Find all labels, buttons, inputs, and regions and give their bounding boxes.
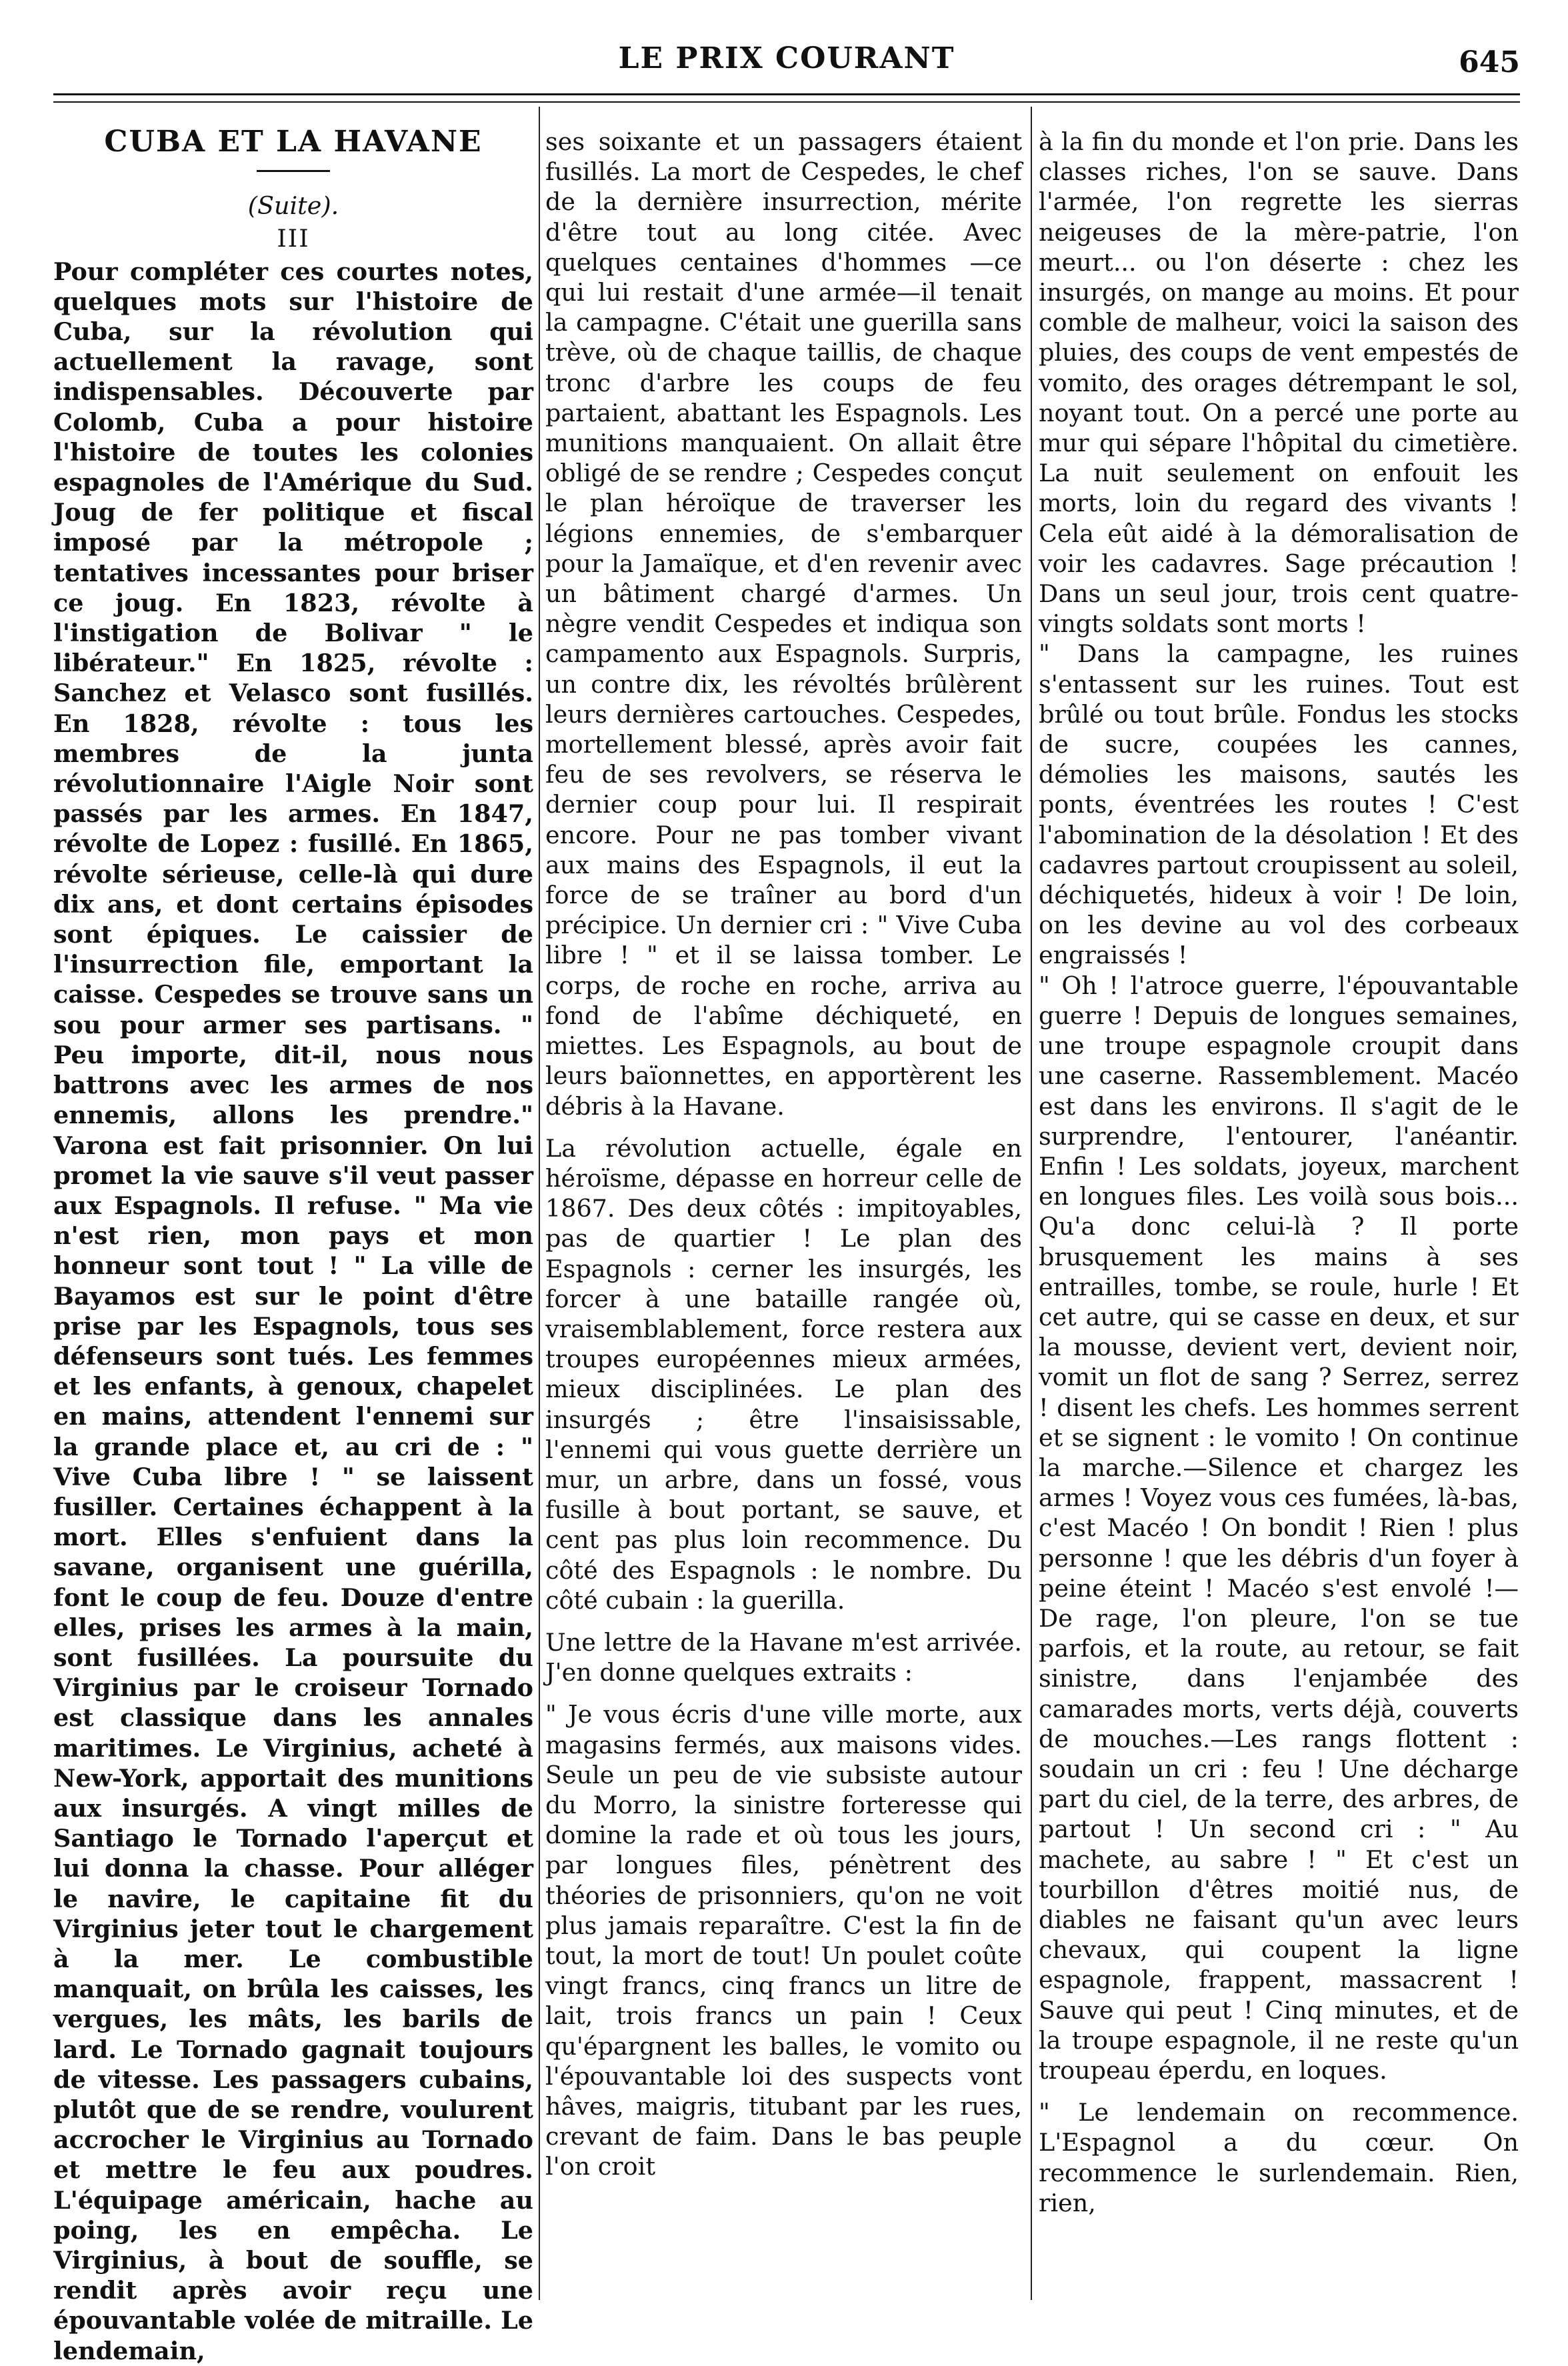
column-3	[1039, 127, 1519, 2307]
column-divider-1	[539, 107, 540, 2300]
running-title: LE PRIX COURANT	[618, 41, 955, 75]
title-rule	[257, 170, 330, 172]
column-2	[545, 127, 1022, 2307]
header-rule	[53, 93, 1520, 95]
paragraph: Pour compléter ces courtes notes, quelques mots sur l'histoire de Cuba, sur la révolution qui actuellement la ravage, sont indispensables. Découverte par Colomb, Cuba a pour histoire l'histoire de toutes les colonies espagnoles de l'Amérique du Sud. Joug de fer politique et fiscal imposé par la métropole ; tentatives incessantes pour briser ce joug. En 1823, révolte à l'instigation de Bolivar " le libérateur." En 1825, révolte : Sanchez et Velasco sont fusillés. En 1828, révolte : tous les membres de la junta révolutionnaire l'Aigle Noir sont passés par les armes. En 1847, révolte de Lopez : fusillé. En 1865, révolte sérieuse, celle-là qui dure dix ans, et dont certains épisodes sont épiques. Le caissier de l'insurrection file, emportant la caisse. Cespedes se trouve sans un sou pour armer ses partisans. " Peu importe, dit-il, nous nous battrons avec les armes de nos ennemis, allons les prendre." Varona est fait prisonnier. On lui promet la vie sauve s'il veut passer aux Espagnols. Il refuse. " Ma vie n'est rien, mon pays et mon honneur sont tout ! " La ville de Bayamos est sur le point d'être prise par les Espagnols, tous ses défenseurs sont tués. Les femmes et les enfants, à genoux, chapelet en mains, attendent l'ennemi sur la grande place et, au cri de : " Vive Cuba libre ! " se laissent fusiller. Certaines échappent à la mort. Elles s'enfuient dans la savane, organisent une guérilla, font le coup de feu. Douze d'entre elles, prises les armes à la main, sont fusillées. La poursuite du Virginius par le croiseur Tornado est classique dans les annales maritimes. Le Virginius, acheté à New-York, apportait des munitions aux insurgés. A vingt milles de Santiago le Tornado l'aperçut et lui donna la chasse. Pour alléger le navire, le capitaine fit du Virginius jeter tout le chargement à la mer. Le combustible manquait, on brûla les caisses, les vergues, les mâts, les barils de lard. Le Tornado gagnait toujours de vitesse. Les passagers cubains, plutôt que de se rendre, voulurent accrocher le Virginius au Tornado et mettre le feu aux poudres. L'équipage américain, hache au poing, les en empêcha. Le Virginius, à bout de souffle, se rendit après avoir reçu une épouvantable volée de mitraille. Le lendemain,	[53, 257, 533, 2365]
paragraph: Une lettre de la Havane m'est arrivée. J'en donne quelques extraits :	[545, 1627, 1022, 1687]
paragraph: ses soixante et un passagers étaient fusillés. La mort de Cespedes, le chef de la dernière insurrection, mérite d'être tout au long citée. Avec quelques centaines d'hommes —ce qui lui restait d'une armée—il tenait la campagne. C'était une guerilla sans trève, où de chaque taillis, de chaque tronc d'arbre les coups de feu partaient, abattant les Espagnols. Les munitions manquaient. On allait être obligé de se rendre ; Cespedes conçut le plan héroïque de traverser les légions ennemies, de s'embarquer pour la Jamaïque, et d'en revenir avec un bâtiment chargé d'armes. Un nègre vendit Cespedes et indiqua son campamento aux Espagnols. Surpris, un contre dix, les révoltés brûlèrent leurs dernières cartouches. Cespedes, mortellement blessé, après avoir fait feu de ses revolvers, se réserva le dernier coup pour lui. Il respirait encore. Pour ne pas tomber vivant aux mains des Espagnols, il eut la force de se traîner au bord d'un précipice. Un dernier cri : " Vive Cuba libre ! " et il se laissa tomber. Le corps, de roche en roche, arriva au fond de l'abîme déchiqueté, en miettes. Les Espagnols, au bout de leurs baïonnettes, en apportèrent les débris à la Havane.	[545, 127, 1022, 1121]
page-number: 645	[1459, 45, 1520, 79]
paragraph: " Dans la campagne, les ruines s'entassent sur les ruines. Tout est brûlé ou tout brûle. Fondus les stocks de sucre, coupées les cannes, démolies les maisons, sautés les ponts, éventrées les routes ! C'est l'abomination de la désolation ! Et des cadavres partout croupissent au soleil, déchiquetés, hideux à voir ! De loin, on les devine au vol des corbeaux engraissés !	[1039, 639, 1519, 970]
paragraph: " Le lendemain on recommence. L'Espagnol a du cœur. On recommence le surlendemain. Rien, rien,	[1039, 2098, 1519, 2217]
paragraph: " Je vous écris d'une ville morte, aux magasins fermés, aux maisons vides. Seule un peu de vie subsiste autour du Morro, la sinistre forteresse qui domine la rade et où tous les jours, par longues files, pénètrent des théories de prisonniers, qu'on ne voit plus jamais reparaître. C'est la fin de tout, la mort de tout! Un poulet coûte vingt francs, cinq francs un litre de lait, trois francs un pain ! Ceux qu'épargnent les balles, le vomito ou l'épouvantable loi des suspects vont hâves, maigris, titubant par les rues, crevant de faim. Dans le bas peuple l'on croit	[545, 1700, 1022, 2181]
column-1	[53, 125, 533, 2365]
paragraph: " Oh ! l'atroce guerre, l'épouvantable guerre ! Depuis de longues semaines, une troupe espagnole croupit dans une caserne. Rassemblement. Macéo est dans les environs. Il s'agit de le surprendre, l'entourer, l'anéantir. Enfin ! Les soldats, joyeux, marchent en longues files. Les voilà sous bois... Qu'a donc celui-là ? Il porte brusquement les mains à ses entrailles, tombe, se roule, hurle ! Et cet autre, qui se casse en deux, et sur la mousse, devient vert, devient noir, vomit un flot de sang ? Serrez, serrez ! disent les chefs. Les hommes serrent et se signent : le vomito ! On continue la marche.—Silence et chargez les armes ! Voyez vous ces fumées, là-bas, c'est Macéo ! On bondit ! Rien ! plus personne ! que les débris d'un foyer à peine éteint ! Macéo s'est envolé !—De rage, l'on pleure, l'on se tue parfois, et la route, au retour, se fait sinistre, dans l'enjambée des camarades morts, verts déjà, couverts de mouches.—Les rangs flottent : soudain un cri : feu ! Une décharge part du ciel, de la terre, des arbres, de partout ! Un second cri : " Au machete, au sabre ! " Et c'est un tourbillon d'êtres moitié nus, de diables ne faisant qu'un avec leurs chevaux, qui coupent la ligne espagnole, frappent, massacrent ! Sauve qui peut ! Cinq minutes, et de la troupe espagnole, il ne reste qu'un troupeau éperdu, en loques.	[1039, 971, 1519, 2085]
article-title: CUBA ET LA HAVANE	[104, 125, 483, 159]
section-number: III	[277, 224, 310, 253]
paragraph: à la fin du monde et l'on prie. Dans les classes riches, l'on se sauve. Dans l'armée, l'on regrette les sierras neigeuses de la mère-patrie, l'on meurt... ou l'on déserte : chez les insurgés, on mange au moins. Et pour comble de malheur, voici la saison des pluies, des coups de vent empestés de vomito, des orages détrempant le sol, noyant tout. On a percé une porte au mur qui sépare l'hôpital du cimetière. La nuit seulement on enfouit les morts, loin du regard des vivants ! Cela eût aidé à la démoralisation de voir les cadavres. Sage précaution ! Dans un seul jour, trois cent quatre-vingts soldats sont morts !	[1039, 127, 1519, 639]
column-divider-2	[1031, 107, 1032, 2300]
header-rule-secondary	[53, 101, 1520, 103]
paragraph: La révolution actuelle, égale en héroïsme, dépasse en horreur celle de 1867. Des deux côtés : impitoyables, pas de quartier ! Le plan des Espagnols : cerner les insurgés, les forcer à une bataille rangée où, vraisemblablement, force restera aux troupes européennes mieux armées, mieux disciplinées. Le plan des insurgés ; être l'insaisissable, l'ennemi qui vous guette derrière un mur, un arbre, dans un fossé, vous fusille à bout portant, se sauve, et cent pas plus loin recommence. Du côté des Espagnols : le nombre. Du côté cubain : la guerilla.	[545, 1133, 1022, 1615]
article-suite: (Suite).	[247, 191, 339, 221]
page-header	[53, 41, 1520, 88]
